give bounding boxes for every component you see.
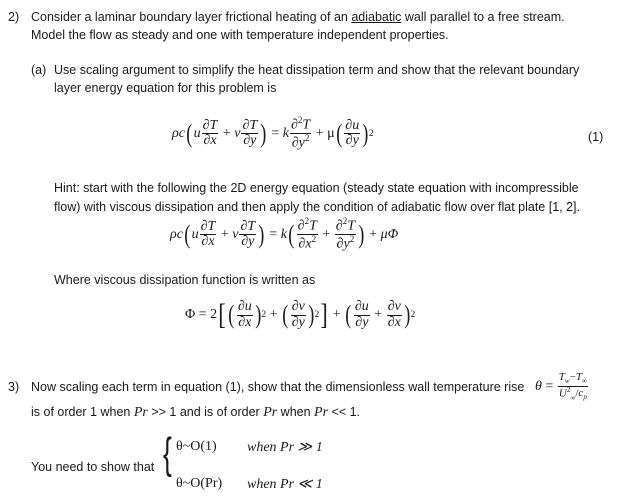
equation-1-number: (1): [588, 130, 604, 144]
equation-1: ρc ( u $\frac{\partial T}{\partial x}$ + v $\frac{\partial T}{\partial y}$ ) = k $\frac{\partial^2T}{\partial y^2}$ + μ ( $\frac{\partial u}{\partial y}$ ) 2: [172, 115, 374, 151]
theta-definition: θ = $\frac{T_w-T_\infty}{U^2_\infty/c_p}$: [535, 371, 587, 402]
mu-symbol: μ: [327, 125, 335, 141]
cases-brace: {: [162, 429, 172, 478]
q3-line2-post: << 1.: [328, 405, 361, 419]
pr-symbol: Pr: [263, 405, 278, 420]
case-2-condition: when Pr ≪ 1: [247, 477, 323, 492]
q2-line1-pre: Consider a laminar boundary layer frictional heating of an: [31, 10, 352, 24]
mu-phi-symbol: μΦ: [380, 226, 399, 242]
part-a-line1: Use scaling argument to simplify the heat dissipation term and show that the relevant boundary: [54, 63, 580, 77]
q2-number: 2): [8, 10, 20, 24]
pr-symbol: Pr: [133, 405, 148, 420]
pr-symbol: Pr: [314, 405, 329, 420]
where-text: Where viscous dissipation function is written as: [54, 273, 316, 287]
q2-line2: Model the flow as steady and one with temperature independent properties.: [31, 28, 449, 42]
theta-symbol: θ: [535, 378, 542, 394]
q3-line2-mid1: >> 1 and is of order: [147, 405, 264, 419]
k-symbol: k: [282, 125, 289, 141]
case-2-order: θ~O(Pr): [176, 476, 223, 491]
q2-line1: [31, 10, 565, 24]
part-a-line2: layer energy equation for this problem is: [54, 81, 277, 95]
part-a-label: (a): [31, 63, 47, 77]
q3-line2-pre: is of order 1 when: [31, 405, 134, 419]
q2-line1-post: wall parallel to a free stream.: [401, 10, 565, 24]
show-text: You need to show that: [31, 460, 155, 474]
case-1-order: θ~O(1): [176, 439, 217, 454]
phi-symbol: Φ: [185, 307, 196, 323]
rho-c-symbol: ρc: [172, 125, 185, 141]
adiabatic-link: adiabatic: [351, 10, 402, 24]
q3-line2-mid2: when: [277, 405, 315, 419]
hint-line2: flow) with viscous dissipation and then apply the condition of adiabatic flow over flat plate [1, 2].: [54, 200, 580, 214]
q3-line1: Now scaling each term in equation (1), show that the dimensionless wall temperature rise: [31, 380, 525, 394]
case-1-condition: when Pr ≫ 1: [247, 440, 323, 455]
q3-number: 3): [8, 380, 20, 394]
q3-line2: [31, 405, 360, 421]
energy-equation-2d: ρc ( u $\frac{\partial T}{\partial x}$ + v $\frac{\partial T}{\partial y}$ ) = k ( $\frac{\partial^2T}{\partial x^2}$ + $\frac{\partial^2T}{\partial y^2}$ ) + μΦ: [170, 216, 399, 252]
dissipation-function: Φ = 2 [ ( $\frac{\partial u}{\partial x}$ ) 2 + ( $\frac{\partial v}{\partial y}$ ) 2 ] + ( $\frac{\partial u}{\partial y}$ + $\frac{\partial v}{\partial x}$ ) 2: [185, 298, 416, 332]
hint-line1: Hint: start with the following the 2D energy equation (steady state equation with incompressible: [54, 181, 579, 195]
